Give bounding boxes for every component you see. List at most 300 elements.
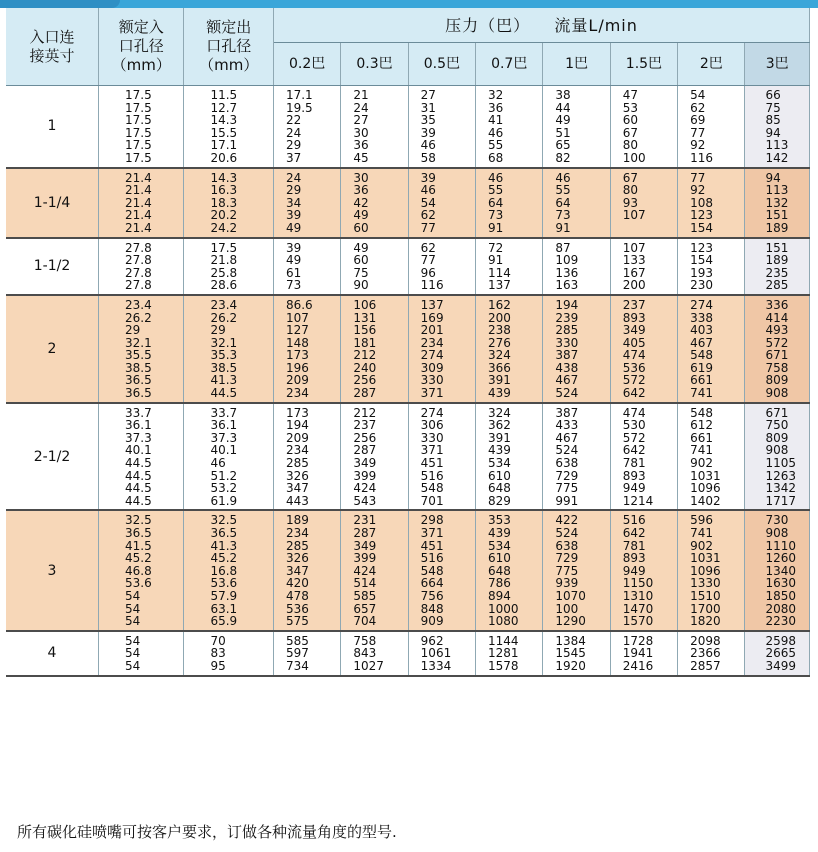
cell-value: 42 xyxy=(353,195,369,210)
cell-value: 1144 xyxy=(488,633,519,648)
cell-value: 1384 xyxy=(555,633,586,648)
cell-value: 55 xyxy=(488,183,504,198)
cell-value: 37.3 xyxy=(210,430,238,445)
cell-value: 92 xyxy=(690,138,706,153)
cell-value: 235 xyxy=(765,265,789,280)
cell-value: 298 xyxy=(420,513,444,528)
cell-value: 20.2 xyxy=(210,208,238,223)
cell-value: 93 xyxy=(622,195,639,210)
cell-flow xyxy=(678,295,745,403)
top-accent-tab xyxy=(0,0,120,8)
cell-value: 23.4 xyxy=(210,297,238,312)
cell-value: 27.8 xyxy=(125,240,152,255)
cell-flow xyxy=(543,168,610,238)
cell-flow xyxy=(273,86,340,168)
cell-value: 26.2 xyxy=(125,310,152,325)
cell-value: 2857 xyxy=(690,658,721,673)
cell-value: 17.5 xyxy=(125,138,152,153)
cell-value: 648 xyxy=(488,563,511,578)
cell-value: 32.5 xyxy=(210,513,238,528)
cell-value: 422 xyxy=(555,513,579,528)
cell-value: 37 xyxy=(285,150,302,165)
cell-value: 534 xyxy=(488,538,511,553)
cell-flow xyxy=(408,168,475,238)
cell-value: 62 xyxy=(420,240,436,255)
cell-value: 962 xyxy=(420,633,444,648)
cell-flow xyxy=(610,295,677,403)
cell-value: 585 xyxy=(353,588,377,603)
cell-value: 237 xyxy=(622,297,646,312)
cell-value: 467 xyxy=(555,373,579,388)
cell-flow xyxy=(476,238,543,295)
cell-value: 285 xyxy=(285,538,309,553)
cell-value: 28.6 xyxy=(210,278,238,293)
cell-flow xyxy=(543,86,610,168)
cell-value: 91 xyxy=(555,220,571,235)
cell-value: 234 xyxy=(420,335,444,350)
cell-inlet-size: 3 xyxy=(6,510,99,630)
cell-value: 24 xyxy=(353,100,369,115)
cell-flow xyxy=(543,403,610,511)
cell-value: 2598 xyxy=(765,633,797,648)
cell-value: 46.8 xyxy=(125,563,152,578)
header-pressure-0-2: 0.2巴 xyxy=(273,43,340,86)
table-row xyxy=(6,86,810,168)
cell-value: 36 xyxy=(488,100,504,115)
cell-value: 137 xyxy=(420,297,444,312)
cell-value: 514 xyxy=(353,576,377,591)
cell-flow xyxy=(610,238,677,295)
cell-value: 234 xyxy=(285,443,309,458)
cell-value: 212 xyxy=(353,348,377,363)
cell-inlet-size: 2-1/2 xyxy=(6,403,99,511)
table-row xyxy=(6,295,810,403)
cell-value: 893 xyxy=(622,468,646,483)
cell-value: 741 xyxy=(690,526,714,540)
cell-value: 15.5 xyxy=(210,125,238,140)
cell-value: 27 xyxy=(353,113,369,128)
cell-value: 17.5 xyxy=(125,125,152,140)
cell-value: 54 xyxy=(125,614,141,629)
cell-value: 44.5 xyxy=(125,456,152,471)
cell-value: 22 xyxy=(285,113,302,128)
cell-value: 91 xyxy=(488,220,504,235)
cell-value: 83 xyxy=(210,646,226,661)
cell-value: 387 xyxy=(555,348,579,363)
cell-value: 671 xyxy=(765,405,789,420)
cell-value: 701 xyxy=(420,493,444,508)
table-row xyxy=(6,168,810,238)
cell-value: 29 xyxy=(210,323,226,338)
cell-value: 276 xyxy=(488,335,511,350)
cell-value: 49 xyxy=(285,220,302,235)
cell-value: 902 xyxy=(690,538,714,553)
cell-value: 1728 xyxy=(622,633,654,648)
cell-value: 65 xyxy=(555,138,571,153)
cell-value: 230 xyxy=(690,278,714,293)
cell-value: 29 xyxy=(285,183,302,198)
cell-value: 200 xyxy=(488,310,511,325)
cell-value: 809 xyxy=(765,430,789,445)
cell-value: 349 xyxy=(622,323,646,338)
cell-value: 619 xyxy=(690,360,714,375)
cell-value: 51 xyxy=(555,125,571,140)
cell-value: 73 xyxy=(555,208,571,223)
cell-value: 1470 xyxy=(622,601,654,616)
cell-value: 45.2 xyxy=(210,551,238,566)
cell-value: 548 xyxy=(420,481,444,496)
cell-value: 60 xyxy=(353,220,369,235)
cell-flow xyxy=(476,631,543,676)
cell-value: 414 xyxy=(765,310,789,325)
cell-value: 54 xyxy=(125,633,141,648)
cell-value: 45 xyxy=(353,150,369,165)
header-outlet-bore-line1: 额定出 xyxy=(206,18,252,36)
cell-value: 597 xyxy=(285,646,309,661)
cell-value: 893 xyxy=(622,551,646,566)
cell-value: 86.6 xyxy=(285,297,313,312)
cell-value: 107 xyxy=(622,240,646,255)
cell-outlet-bore xyxy=(184,403,273,511)
cell-value: 68 xyxy=(488,150,504,165)
cell-value: 21.8 xyxy=(210,253,238,268)
cell-value: 32.5 xyxy=(125,513,152,528)
cell-value: 94 xyxy=(765,125,781,140)
header-pressure-flow: 压力（巴） 流量L/min xyxy=(273,8,809,43)
cell-value: 189 xyxy=(765,220,789,235)
header-pressure-0-3: 0.3巴 xyxy=(341,43,408,86)
cell-value: 90 xyxy=(353,278,369,293)
cell-value: 57.9 xyxy=(210,588,238,603)
cell-flow xyxy=(408,238,475,295)
cell-value: 41.3 xyxy=(210,538,238,553)
cell-value: 758 xyxy=(353,633,377,648)
cell-value: 17.5 xyxy=(125,150,152,165)
cell-value: 1281 xyxy=(488,646,519,661)
cell-value: 661 xyxy=(690,373,714,388)
cell-value: 46 xyxy=(555,170,571,185)
cell-value: 648 xyxy=(488,481,511,496)
cell-value: 11.5 xyxy=(210,88,238,102)
cell-value: 775 xyxy=(555,563,579,578)
cell-flow xyxy=(273,238,340,295)
cell-flow xyxy=(476,295,543,403)
cell-value: 196 xyxy=(285,360,309,375)
cell-value: 23.4 xyxy=(125,297,152,312)
cell-value: 91 xyxy=(488,253,504,268)
cell-value: 54 xyxy=(125,601,141,616)
cell-value: 638 xyxy=(555,456,579,471)
cell-value: 18.3 xyxy=(210,195,238,210)
cell-value: 64 xyxy=(555,195,571,210)
cell-flow xyxy=(610,403,677,511)
cell-value: 46 xyxy=(420,138,436,153)
cell-value: 32.1 xyxy=(210,335,238,350)
cell-value: 53.6 xyxy=(125,576,152,591)
cell-flow xyxy=(341,295,408,403)
cell-flow xyxy=(341,238,408,295)
cell-flow xyxy=(341,86,408,168)
cell-value: 285 xyxy=(765,278,789,293)
cell-value: 44.5 xyxy=(125,481,152,496)
cell-flow xyxy=(610,510,677,630)
cell-value: 424 xyxy=(353,481,377,496)
cell-value: 113 xyxy=(765,138,789,153)
cell-inlet-bore xyxy=(99,403,184,511)
cell-value: 1080 xyxy=(488,614,519,629)
cell-value: 781 xyxy=(622,456,646,471)
cell-value: 729 xyxy=(555,551,579,566)
table-row xyxy=(6,238,810,295)
cell-value: 123 xyxy=(690,240,714,255)
cell-flow xyxy=(745,238,810,295)
cell-value: 85 xyxy=(765,113,781,128)
cell-value: 353 xyxy=(488,513,511,528)
cell-value: 2366 xyxy=(690,646,721,661)
cell-value: 516 xyxy=(420,551,444,566)
cell-value: 17.5 xyxy=(125,100,152,115)
cell-value: 14.3 xyxy=(210,170,238,185)
cell-value: 132 xyxy=(765,195,789,210)
cell-value: 49 xyxy=(555,113,571,128)
cell-value: 991 xyxy=(555,493,579,508)
cell-outlet-bore xyxy=(184,510,273,630)
cell-value: 239 xyxy=(555,310,579,325)
cell-value: 829 xyxy=(488,493,511,508)
cell-value: 100 xyxy=(622,150,646,165)
cell-value: 3499 xyxy=(765,658,797,673)
cell-value: 306 xyxy=(420,418,444,433)
cell-value: 51.2 xyxy=(210,468,238,483)
cell-value: 1260 xyxy=(765,551,797,566)
cell-value: 75 xyxy=(353,265,369,280)
cell-value: 209 xyxy=(285,373,309,388)
cell-value: 1000 xyxy=(488,601,519,616)
cell-value: 53.2 xyxy=(210,481,238,496)
cell-value: 173 xyxy=(285,348,309,363)
cell-value: 1578 xyxy=(488,658,519,673)
cell-value: 80 xyxy=(622,183,639,198)
cell-value: 34 xyxy=(285,195,302,210)
cell-value: 95 xyxy=(210,658,226,673)
cell-value: 2416 xyxy=(622,658,654,673)
cell-value: 36.1 xyxy=(125,418,152,433)
cell-value: 349 xyxy=(353,538,377,553)
cell-value: 46 xyxy=(488,170,504,185)
header-pressure-1-5: 1.5巴 xyxy=(610,43,677,86)
cell-value: 1110 xyxy=(765,538,797,553)
cell-value: 62 xyxy=(690,100,706,115)
cell-value: 548 xyxy=(420,563,444,578)
cell-value: 1717 xyxy=(765,493,797,508)
cell-flow xyxy=(408,86,475,168)
cell-value: 467 xyxy=(555,430,579,445)
cell-value: 116 xyxy=(690,150,714,165)
cell-value: 17.5 xyxy=(210,240,238,255)
cell-value: 750 xyxy=(765,418,789,433)
cell-value: 741 xyxy=(690,386,714,401)
cell-value: 387 xyxy=(555,405,579,420)
cell-value: 16.8 xyxy=(210,563,238,578)
header-inlet-bore-line1: 额定入 xyxy=(118,18,164,36)
cell-value: 27.8 xyxy=(125,265,152,280)
cell-value: 94 xyxy=(765,170,781,185)
header-inlet-bore xyxy=(99,8,184,86)
cell-value: 439 xyxy=(488,443,511,458)
cell-value: 949 xyxy=(622,563,646,578)
cell-value: 949 xyxy=(622,481,646,496)
cell-value: 133 xyxy=(622,253,646,268)
cell-value: 1330 xyxy=(690,576,721,591)
cell-value: 24 xyxy=(285,125,302,140)
cell-value: 113 xyxy=(765,183,789,198)
cell-value: 347 xyxy=(285,563,309,578)
cell-value: 33.7 xyxy=(125,405,152,420)
cell-value: 2080 xyxy=(765,601,797,616)
cell-flow xyxy=(341,510,408,630)
cell-value: 54 xyxy=(125,588,141,603)
cell-value: 256 xyxy=(353,373,377,388)
cell-value: 2665 xyxy=(765,646,797,661)
cell-value: 612 xyxy=(690,418,714,433)
cell-value: 516 xyxy=(420,468,444,483)
cell-value: 60 xyxy=(353,253,369,268)
cell-value: 39 xyxy=(420,125,436,140)
cell-value: 1310 xyxy=(622,588,654,603)
cell-value: 234 xyxy=(285,386,309,401)
cell-value: 1570 xyxy=(622,614,654,629)
cell-value: 173 xyxy=(285,405,309,420)
cell-value: 1096 xyxy=(690,481,721,496)
cell-flow xyxy=(341,168,408,238)
cell-value: 287 xyxy=(353,443,377,458)
cell-value: 36 xyxy=(353,138,369,153)
cell-value: 46 xyxy=(488,125,504,140)
cell-flow xyxy=(273,631,340,676)
cell-value: 151 xyxy=(765,208,789,223)
header-inlet-size-line2: 接英寸 xyxy=(29,46,75,65)
cell-value: 439 xyxy=(488,526,511,540)
cell-flow xyxy=(610,86,677,168)
cell-value: 45.2 xyxy=(125,551,152,566)
cell-value: 30 xyxy=(353,170,369,185)
cell-value: 106 xyxy=(353,297,377,312)
cell-flow xyxy=(678,403,745,511)
cell-value: 274 xyxy=(690,297,714,312)
cell-value: 77 xyxy=(690,125,706,140)
cell-value: 36.5 xyxy=(210,526,238,540)
cell-flow xyxy=(745,168,810,238)
cell-inlet-bore xyxy=(99,238,184,295)
cell-value: 49 xyxy=(353,208,369,223)
cell-flow xyxy=(610,631,677,676)
cell-value: 534 xyxy=(488,456,511,471)
nozzle-flow-table xyxy=(6,8,810,677)
cell-value: 19.5 xyxy=(285,100,313,115)
cell-value: 371 xyxy=(420,386,444,401)
cell-value: 41 xyxy=(488,113,504,128)
cell-value: 894 xyxy=(488,588,511,603)
cell-value: 848 xyxy=(420,601,444,616)
cell-inlet-size: 1 xyxy=(6,86,99,168)
cell-flow xyxy=(678,631,745,676)
cell-value: 467 xyxy=(690,335,714,350)
cell-flow xyxy=(610,168,677,238)
cell-value: 902 xyxy=(690,456,714,471)
cell-value: 391 xyxy=(488,373,511,388)
header-inlet-size xyxy=(6,8,99,86)
cell-inlet-bore xyxy=(99,510,184,630)
header-pressure-0-5: 0.5巴 xyxy=(408,43,475,86)
cell-value: 399 xyxy=(353,551,377,566)
cell-value: 1920 xyxy=(555,658,586,673)
cell-flow xyxy=(678,168,745,238)
cell-value: 212 xyxy=(353,405,377,420)
cell-value: 156 xyxy=(353,323,377,338)
cell-value: 16.3 xyxy=(210,183,238,198)
cell-value: 24.2 xyxy=(210,220,238,235)
cell-value: 642 xyxy=(622,386,646,401)
cell-value: 55 xyxy=(555,183,571,198)
cell-value: 44.5 xyxy=(210,386,238,401)
cell-value: 274 xyxy=(420,405,444,420)
cell-flow xyxy=(543,510,610,630)
cell-value: 54 xyxy=(690,88,706,102)
cell-value: 44.5 xyxy=(125,493,152,508)
cell-value: 642 xyxy=(622,526,646,540)
cell-value: 809 xyxy=(765,373,789,388)
cell-outlet-bore xyxy=(184,295,273,403)
cell-value: 274 xyxy=(420,348,444,363)
cell-value: 516 xyxy=(622,513,646,528)
cell-value: 1340 xyxy=(765,563,797,578)
cell-value: 36.5 xyxy=(125,526,152,540)
cell-value: 40.1 xyxy=(210,443,238,458)
cell-value: 21.4 xyxy=(125,195,152,210)
cell-value: 27.8 xyxy=(125,253,152,268)
cell-value: 154 xyxy=(690,253,714,268)
cell-value: 32 xyxy=(488,88,504,102)
cell-flow xyxy=(476,403,543,511)
cell-value: 17.5 xyxy=(125,88,152,102)
cell-value: 909 xyxy=(420,614,444,629)
cell-value: 908 xyxy=(765,526,789,540)
cell-value: 1105 xyxy=(765,456,797,471)
cell-value: 21.4 xyxy=(125,183,152,198)
cell-value: 548 xyxy=(690,348,714,363)
cell-value: 371 xyxy=(420,443,444,458)
cell-flow xyxy=(476,510,543,630)
cell-value: 451 xyxy=(420,456,444,471)
cell-flow xyxy=(678,510,745,630)
cell-value: 35.5 xyxy=(125,348,152,363)
cell-value: 67 xyxy=(622,170,639,185)
cell-outlet-bore xyxy=(184,168,273,238)
cell-value: 77 xyxy=(420,220,436,235)
cell-value: 661 xyxy=(690,430,714,445)
cell-value: 62 xyxy=(420,208,436,223)
header-pressure-0-7: 0.7巴 xyxy=(476,43,543,86)
cell-value: 61 xyxy=(285,265,302,280)
cell-value: 1070 xyxy=(555,588,586,603)
cell-inlet-bore xyxy=(99,295,184,403)
cell-flow xyxy=(273,403,340,511)
cell-value: 349 xyxy=(353,456,377,471)
cell-value: 478 xyxy=(285,588,309,603)
cell-flow xyxy=(341,631,408,676)
cell-value: 47 xyxy=(622,88,639,102)
cell-value: 92 xyxy=(690,183,706,198)
